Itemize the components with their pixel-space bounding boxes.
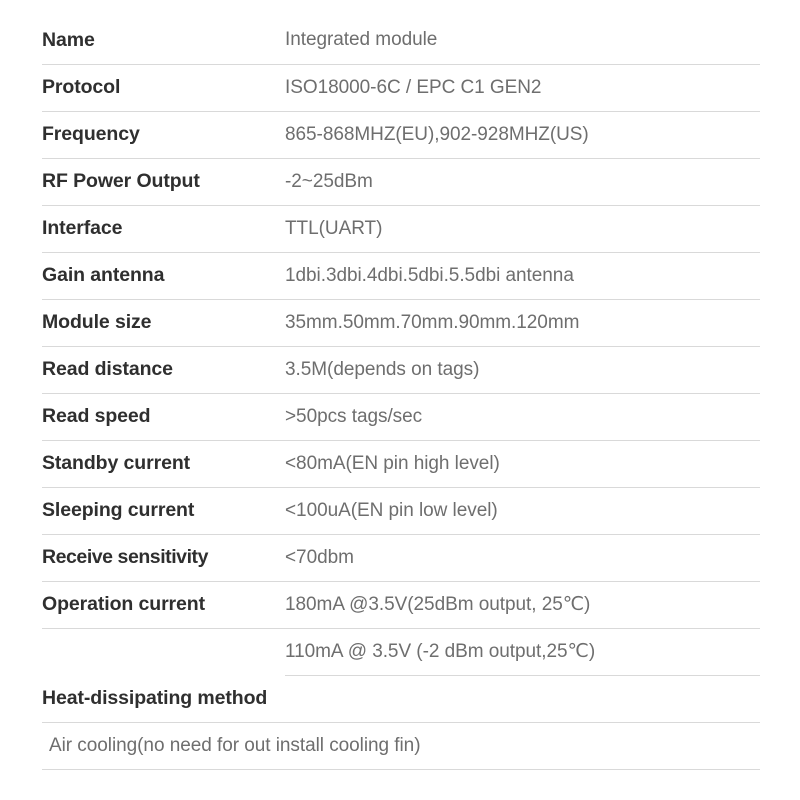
specification-table (42, 17, 760, 770)
spec-value-rf-power-output: -2~25dBm (285, 158, 760, 205)
table-row (42, 158, 760, 205)
spec-label-operation-current: Operation current (42, 581, 285, 628)
spec-label-gain-antenna: Gain antenna (42, 252, 285, 299)
table-row (42, 440, 760, 487)
table-row (42, 534, 760, 581)
spec-label-receive-sensitivity: Receive sensitivity (42, 534, 285, 581)
spec-label-module-size: Module size (42, 299, 285, 346)
table-row (42, 487, 760, 534)
table-row (42, 111, 760, 158)
spec-value-sleeping-current: <100uA(EN pin low level) (285, 487, 760, 534)
spec-value-air-cooling: Air cooling(no need for out install cooling fin) (42, 722, 760, 769)
spec-label-read-speed: Read speed (42, 393, 285, 440)
spec-label-rf-power-output: RF Power Output (42, 158, 285, 205)
spec-heading-heat-dissipating-method: Heat-dissipating method (42, 675, 760, 722)
table-row (42, 675, 760, 722)
table-row (42, 299, 760, 346)
spec-label-sleeping-current: Sleeping current (42, 487, 285, 534)
spec-value-frequency: 865-868MHZ(EU),902-928MHZ(US) (285, 111, 760, 158)
table-row (42, 17, 760, 64)
spec-value-operation-current: 180mA @3.5V(25dBm output, 25℃) (285, 581, 760, 628)
spec-value-gain-antenna: 1dbi.3dbi.4dbi.5dbi.5.5dbi antenna (285, 252, 760, 299)
spec-value-receive-sensitivity: <70dbm (285, 534, 760, 581)
spec-label-read-distance: Read distance (42, 346, 285, 393)
table-row (42, 64, 760, 111)
spec-label-protocol: Protocol (42, 64, 285, 111)
specification-table-body (42, 17, 760, 769)
spec-value-operation-current-continued: 110mA @ 3.5V (-2 dBm output,25℃) (285, 628, 760, 675)
table-row (42, 722, 760, 769)
table-row (42, 205, 760, 252)
spec-label-frequency: Frequency (42, 111, 285, 158)
spec-label-name: Name (42, 17, 285, 64)
spec-label-operation-current-continued (42, 628, 285, 675)
spec-value-protocol: ISO18000-6C / EPC C1 GEN2 (285, 64, 760, 111)
spec-value-standby-current: <80mA(EN pin high level) (285, 440, 760, 487)
spec-value-read-speed: >50pcs tags/sec (285, 393, 760, 440)
table-row (42, 346, 760, 393)
spec-value-interface: TTL(UART) (285, 205, 760, 252)
spec-value-module-size: 35mm.50mm.70mm.90mm.120mm (285, 299, 760, 346)
spec-value-read-distance: 3.5M(depends on tags) (285, 346, 760, 393)
table-row (42, 252, 760, 299)
spec-value-name: Integrated module (285, 17, 760, 64)
table-row (42, 628, 760, 675)
spec-label-interface: Interface (42, 205, 285, 252)
table-row (42, 581, 760, 628)
spec-label-standby-current: Standby current (42, 440, 285, 487)
table-row (42, 393, 760, 440)
